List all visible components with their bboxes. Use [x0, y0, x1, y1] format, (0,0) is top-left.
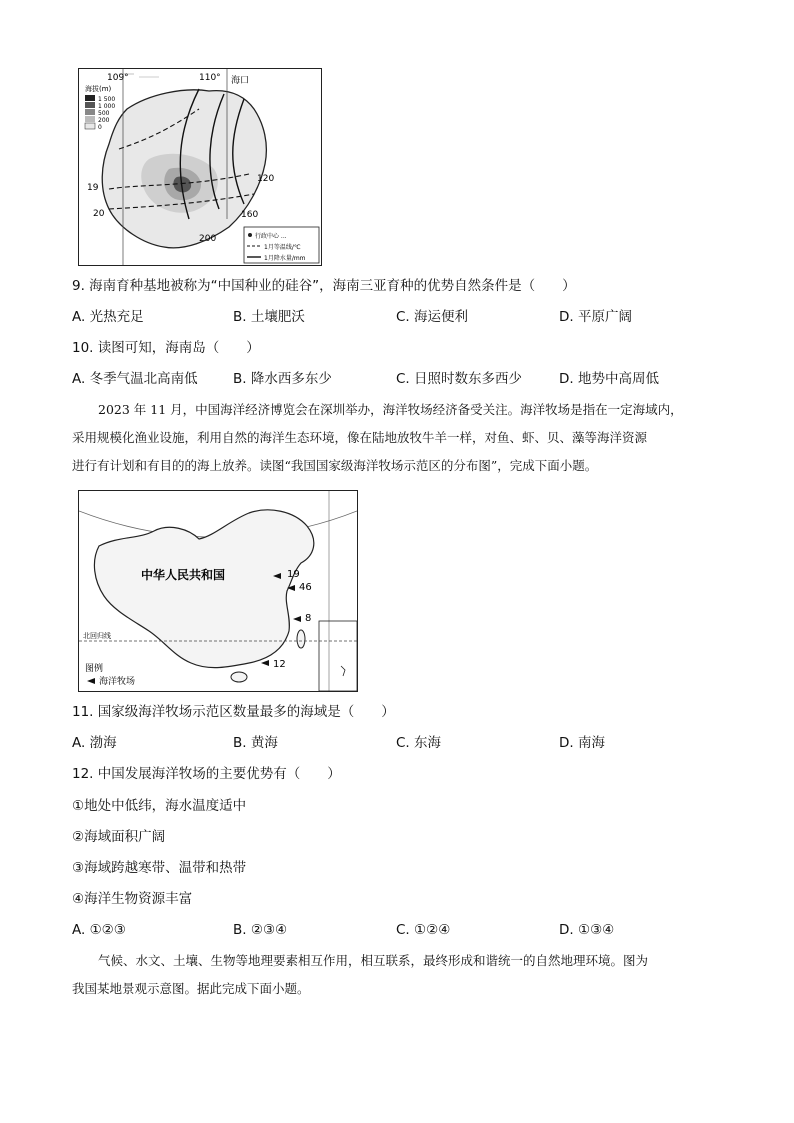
svg-text:海拔(m): 海拔(m) [85, 85, 112, 93]
contour-label-120: 120 [257, 174, 275, 184]
q12-item-2: ②海域面积广阔 [72, 829, 166, 845]
svg-text:1月等温线/℃: 1月等温线/℃ [264, 244, 301, 251]
q12-option-b[interactable]: B. ②③④ [233, 922, 288, 938]
question-12-stem: 12. 中国发展海洋牧场的主要优势有（ ） [72, 766, 341, 782]
q12-option-d[interactable]: D. ①③④ [559, 922, 615, 938]
hainan-map-svg [79, 69, 321, 265]
passage1-line2: 采用规模化渔业设施，利用自然的海洋生态环境，像在陆地放牧牛羊一样，对鱼、虾、贝、藻等海洋资源 [72, 430, 648, 445]
q12-option-a[interactable]: A. ①②③ [72, 922, 126, 938]
q11-option-d[interactable]: D. 南海 [559, 735, 605, 751]
passage1-line3: 进行有计划和有目的的海上放养。读图“我国国家级海洋牧场示范区的分布图”，完成下面小题。 [72, 458, 598, 473]
svg-text:500: 500 [98, 110, 110, 117]
elevation-legend [85, 84, 115, 131]
question-11-stem: 11. 国家级海洋牧场示范区数量最多的海域是（ ） [72, 704, 395, 720]
china-map-svg [79, 491, 357, 691]
q10-option-a[interactable]: A. 冬季气温北高南低 [72, 371, 198, 387]
q12-item-3: ③海域跨越寒带、温带和热带 [72, 860, 247, 876]
q10-option-c[interactable]: C. 日照时数东多西少 [396, 371, 523, 387]
q9-option-d[interactable]: D. 平原广阔 [559, 309, 632, 325]
q9-option-b[interactable]: B. 土壤肥沃 [233, 309, 305, 325]
ranch-marker-nanhai [261, 659, 286, 670]
svg-text:1 000: 1 000 [98, 103, 116, 110]
q10-option-d[interactable]: D. 地势中高周低 [559, 371, 659, 387]
contour-label-200: 200 [199, 234, 217, 244]
q11-option-a[interactable]: A. 渤海 [72, 735, 117, 751]
passage2-line1: 气候、水文、土壤、生物等地理要素相互作用，相互联系，最终形成和谐统一的自然地理环境。图为 [98, 953, 649, 968]
lat-label-19: 19 [87, 183, 99, 193]
svg-text:1月降水量/mm: 1月降水量/mm [264, 255, 306, 262]
q10-option-b[interactable]: B. 降水西多东少 [233, 371, 332, 387]
lon-label-110: 110° [199, 73, 221, 83]
svg-text:8: 8 [305, 613, 312, 624]
china-marine-ranch-map [78, 490, 358, 692]
q11-option-b[interactable]: B. 黄海 [233, 735, 278, 751]
svg-text:0: 0 [98, 124, 102, 131]
contour-label-160: 160 [241, 210, 259, 220]
svg-text:行政中心 ...: 行政中心 ... [255, 233, 287, 240]
q9-option-a[interactable]: A. 光热充足 [72, 309, 144, 325]
passage-landscape [72, 951, 722, 1007]
svg-text:200: 200 [98, 117, 110, 124]
svg-text:19: 19 [287, 569, 300, 580]
q12-item-1: ①地处中低纬，海水温度适中 [72, 798, 247, 814]
svg-text:海洋牧场: 海洋牧场 [99, 677, 136, 687]
ranch-marker-donghai [293, 613, 311, 624]
map-legend [85, 662, 135, 687]
svg-text:1 500: 1 500 [98, 96, 116, 103]
question-9-stem: 9. 海南育种基地被称为“中国种业的硅谷”，海南三亚育种的优势自然条件是（ ） [72, 278, 576, 294]
country-label: 中华人民共和国 [141, 568, 226, 582]
q12-option-c[interactable]: C. ①②④ [396, 922, 451, 938]
svg-text:图例: 图例 [85, 664, 104, 674]
tropic-label: 北回归线 [83, 632, 111, 640]
passage2-line2: 我国某地景观示意图。据此完成下面小题。 [72, 981, 310, 996]
haikou-label: 海口 [231, 76, 250, 86]
lat-label-20: 20 [93, 209, 105, 219]
passage1-line1: 2023 年 11 月，中国海洋经济博览会在深圳举办，海洋牧场经济备受关注。海洋牧场是指在一定海域内， [98, 402, 683, 417]
china-outline [94, 510, 313, 668]
hainan-map-figure [78, 68, 322, 266]
question-10-stem: 10. 读图可知，海南岛（ ） [72, 340, 260, 356]
svg-text:46: 46 [299, 582, 312, 593]
q11-option-c[interactable]: C. 东海 [396, 735, 442, 751]
q12-item-4: ④海洋生物资源丰富 [72, 891, 193, 907]
lon-label-109: 109° [107, 73, 129, 83]
q9-option-c[interactable]: C. 海运便利 [396, 309, 469, 325]
passage-marine-ranching [72, 400, 722, 484]
line-key-box [244, 227, 319, 263]
svg-text:12: 12 [273, 659, 286, 670]
